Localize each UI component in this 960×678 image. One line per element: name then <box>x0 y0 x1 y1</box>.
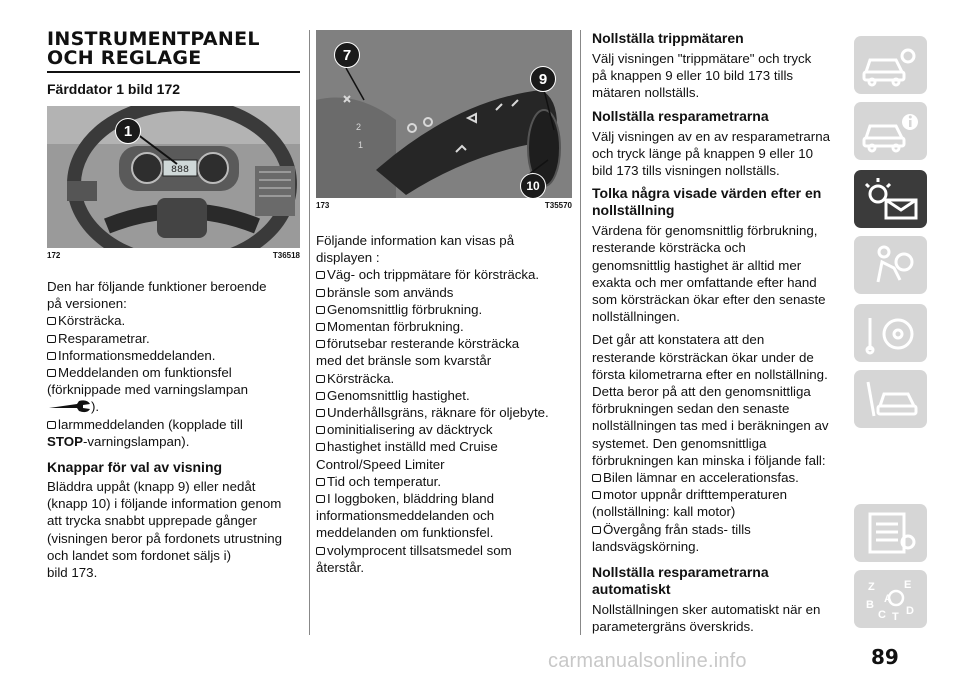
figure-172 <box>47 106 300 260</box>
list-item-text: Bilen lämnar en accelerationsfas. <box>603 470 799 486</box>
watermark: carmanualsonline.info <box>548 650 747 672</box>
text-line: nollställningen. <box>592 309 680 325</box>
section-rule <box>47 71 300 73</box>
list-item-text: Övergång från stads- tills <box>603 521 751 537</box>
list-item-continuation: meddelanden om funktionsfel. <box>316 525 494 541</box>
list-item <box>316 284 572 301</box>
heading-line: automatiskt <box>592 581 671 598</box>
tab-alphabetical-index[interactable] <box>854 570 927 628</box>
list-item <box>592 486 832 503</box>
stop-label: STOP <box>47 433 83 449</box>
figure-caption-173 <box>316 198 572 210</box>
text-line: genomsnittlig hastighet är alltid mer <box>592 257 802 273</box>
list-item-text: Körsträcka. <box>327 370 395 386</box>
list-item <box>316 387 572 404</box>
bullet-box-icon <box>316 409 325 417</box>
res-paragraph <box>592 128 832 180</box>
text-line: displayen : <box>316 250 380 266</box>
text-line: Värdena för genomsnittlig förbrukning, <box>592 223 818 239</box>
list-item-text: Väg- och trippmätare för körsträcka. <box>327 267 540 283</box>
text-line: bild 173. <box>47 565 98 581</box>
list-item-continuation: informationsmeddelanden och <box>316 508 495 524</box>
list-item-continuation: landsvägskörning. <box>592 538 700 554</box>
index-letter: Z <box>867 581 875 593</box>
list-item-text: Genomsnittlig hastighet. <box>327 387 470 403</box>
index-letter: B <box>865 599 874 611</box>
text-line: Välj visningen "trippmätare" och tryck <box>592 51 812 66</box>
heading-auto-reset <box>592 564 832 598</box>
list-item-text: ). <box>91 399 100 415</box>
list-item <box>592 469 832 486</box>
heading-knappar: Knappar för val av visning <box>47 459 223 476</box>
list-item-text: Körsträcka. <box>58 313 126 329</box>
column-divider <box>309 30 310 635</box>
car-info-icon <box>860 42 922 88</box>
list-item <box>316 473 572 490</box>
bullet-box-icon <box>316 547 325 555</box>
tab-car-info[interactable] <box>854 36 927 94</box>
heading-nollstalla-tripp: Nollställa trippmätaren <box>592 30 744 46</box>
text-line: Nollställningen sker automatiskt när en <box>592 602 821 618</box>
heading-fardator: Färddator 1 bild 172 <box>47 81 181 97</box>
section-title <box>47 30 300 68</box>
tab-checklist[interactable] <box>854 504 927 562</box>
text-line: exakta och mer omfattande efter hand <box>592 274 817 290</box>
column-right <box>592 30 832 635</box>
text-line: resterande körsträckan ökar under de <box>592 349 814 365</box>
list-item <box>316 335 572 352</box>
text-line: första kilometrarna efter en nollställning. <box>592 366 828 382</box>
intro-paragraph <box>47 278 300 312</box>
text-line: (knapp 10) i följande information genom <box>47 496 282 512</box>
figure-code: T36518 <box>272 251 300 260</box>
list-item <box>47 330 300 347</box>
figure-173 <box>316 30 572 210</box>
svg-text:1: 1 <box>358 140 364 150</box>
text-line: Detta beror på att den genomsnittliga <box>592 384 811 400</box>
text-line: förbrukningen kan minska i följande fall: <box>592 452 826 468</box>
list-item-text: Genomsnittlig förbrukning. <box>327 301 483 317</box>
text-line: parametergräns överskrids. <box>592 619 754 635</box>
bullet-box-icon <box>316 289 325 297</box>
bullet-box-icon <box>47 317 56 325</box>
text-line: resterande körsträcka och <box>592 240 746 256</box>
figure-number: 173 <box>316 201 330 210</box>
car-info-i-icon <box>860 108 922 154</box>
list-item-text: -varningslampan). <box>82 433 190 449</box>
tab-steering-tools[interactable] <box>854 304 927 362</box>
heading-line: nollställning <box>592 202 675 219</box>
auto-reset-paragraph <box>592 601 832 635</box>
list-item-text: Informationsmeddelanden. <box>58 347 216 363</box>
heading-tolka <box>592 185 832 219</box>
alphabet-index-icon <box>860 576 922 622</box>
tripp-paragraph <box>592 50 832 102</box>
bullet-box-icon <box>592 526 601 534</box>
steering-wheel-tools-icon <box>860 310 922 356</box>
text-line: förbrukningen sedan den senaste <box>592 401 790 417</box>
bullet-box-icon <box>316 375 325 383</box>
bullet-box-icon <box>316 306 325 314</box>
list-item-text: Momentan förbrukning. <box>327 319 464 335</box>
bullet-box-icon <box>316 426 325 434</box>
wiper-stalk-photo <box>316 30 572 198</box>
index-letter: A <box>883 593 892 605</box>
display-intro <box>316 232 572 266</box>
list-item-text: Tid och temperatur. <box>327 473 442 489</box>
bullet-box-icon <box>316 392 325 400</box>
index-letter: E <box>903 579 911 591</box>
list-item-text: Underhållsgräns, räknare för oljebyte. <box>327 405 549 421</box>
tab-airbag[interactable] <box>854 236 927 294</box>
text-line: Välj visningen av en av resparametrarna <box>592 128 830 144</box>
bullet-box-icon <box>316 323 325 331</box>
bullet-box-icon <box>316 478 325 486</box>
list-item-text: förutsebar resterande körsträcka <box>327 336 520 352</box>
checklist-icon <box>860 510 922 556</box>
heading-line: Nollställa resparametrarna <box>592 564 769 581</box>
list-item <box>316 404 572 421</box>
bullet-box-icon <box>47 421 56 429</box>
text-line: bild 173 tills visningen nollställs. <box>592 163 780 179</box>
callout-10: 10 <box>520 173 546 198</box>
text-line: Följande information kan visas på <box>316 233 515 248</box>
section-title-line1: INSTRUMENTPANEL <box>47 28 260 50</box>
bullet-box-icon <box>316 340 325 348</box>
dashboard-photo <box>47 106 300 248</box>
list-item-continuation: med det bränsle som kvarstår <box>316 353 492 369</box>
column-divider <box>580 30 581 635</box>
page-number: 89 <box>871 645 899 669</box>
list-item-continuation: (nollställning: kall motor) <box>592 504 736 520</box>
list-item <box>316 370 572 387</box>
index-letter: T <box>891 611 899 622</box>
values-paragraph <box>592 222 832 325</box>
bullet-box-icon <box>592 474 601 482</box>
text-line: på knappen 9 eller 10 bild 173 tills <box>592 68 794 84</box>
display-items-list-2 <box>316 370 572 456</box>
bullet-box-icon <box>316 271 325 279</box>
bullet-box-icon <box>47 369 56 377</box>
heading-nollstalla-res: Nollställa resparametrarna <box>592 107 769 124</box>
display-items-list <box>316 266 572 352</box>
list-item <box>592 521 832 538</box>
list-item-text: motor uppnår drifttemperaturen <box>603 487 788 503</box>
list-item-text: larmmeddelanden (kopplade till <box>58 416 243 432</box>
list-item-continuation <box>47 433 300 450</box>
text-line: (visningen beror på fordonets utrustning <box>47 530 283 546</box>
warning-light-envelope-icon <box>860 176 922 222</box>
text-line: och landet som fordonet säljs i) <box>47 547 232 563</box>
list-item-text: hastighet inställd med Cruise <box>327 439 498 455</box>
figure-caption-172 <box>47 248 300 260</box>
list-item-continuation: (förknippade med varningslampan <box>47 382 249 398</box>
bullet-box-icon <box>316 495 325 503</box>
increase-paragraph <box>592 331 832 469</box>
callout-7: 7 <box>334 42 360 68</box>
callout-9: 9 <box>530 66 556 92</box>
list-item-text: bränsle som används <box>327 284 454 300</box>
bullet-box-icon <box>47 352 56 360</box>
list-item-text: ominitialisering av däcktryck <box>327 422 493 438</box>
figure-number: 172 <box>47 251 61 260</box>
column-middle <box>316 30 572 576</box>
text-line: systemet. Den genomsnittliga <box>592 435 767 451</box>
text-line: Bläddra uppåt (knapp 9) eller nedåt <box>47 479 256 495</box>
list-item-text: Meddelanden om funktionsfel <box>58 365 232 381</box>
figure-code: T35570 <box>544 201 572 210</box>
list-item <box>47 364 300 381</box>
index-letter: D <box>905 605 914 617</box>
car-tools-icon <box>860 376 922 422</box>
text-line: nollställningen tas med i beräkningen av <box>592 418 829 434</box>
list-item <box>47 312 300 329</box>
list-item-continuation: Control/Speed Limiter <box>316 456 445 472</box>
wrench-icon <box>47 399 91 413</box>
list-item-continuation: återstår. <box>316 559 365 575</box>
display-readout: 888 <box>170 165 190 176</box>
tab-warning-lights[interactable] <box>854 170 927 228</box>
text-line: mätaren nollställs. <box>592 85 700 101</box>
tab-car-info-i[interactable] <box>854 102 927 160</box>
column-left <box>47 30 300 581</box>
section-title-line2: OCH REGLAGE <box>47 47 202 69</box>
list-item <box>316 318 572 335</box>
airbag-person-icon <box>860 242 922 288</box>
text-line: Det går att konstatera att den <box>592 332 765 348</box>
list-item <box>47 347 300 364</box>
bullet-box-icon <box>316 443 325 451</box>
text-line: och tryck länge på knappen 9 eller 10 <box>592 145 814 161</box>
list-item-text: Resparametrar. <box>58 330 150 346</box>
list-item <box>316 490 572 507</box>
index-letter: C <box>877 609 886 621</box>
list-item <box>316 301 572 318</box>
callout-1: 1 <box>115 118 141 144</box>
list-item <box>316 438 572 455</box>
list-item <box>316 421 572 438</box>
list-item-text: volymprocent tillsatsmedel som <box>327 542 512 558</box>
bullet-box-icon <box>47 335 56 343</box>
intro-line: Den har följande funktioner beroende <box>47 279 267 294</box>
tab-car-tools[interactable] <box>854 370 927 428</box>
list-item-continuation <box>47 398 300 415</box>
list-item <box>316 542 572 559</box>
svg-text:2: 2 <box>356 122 362 132</box>
knappar-paragraph <box>47 478 300 581</box>
list-item <box>47 416 300 433</box>
heading-line: Tolka några visade värden efter en <box>592 185 822 202</box>
intro-line: på versionen: <box>47 296 127 312</box>
bullet-box-icon <box>592 491 601 499</box>
dashboard-illustration <box>47 106 300 248</box>
list-item-text: I loggboken, bläddring bland <box>327 491 495 507</box>
text-line: att trycka snabbt upprepade gånger <box>47 513 257 529</box>
text-line: som körsträckan ökar efter den senaste <box>592 292 826 308</box>
list-item <box>316 266 572 283</box>
